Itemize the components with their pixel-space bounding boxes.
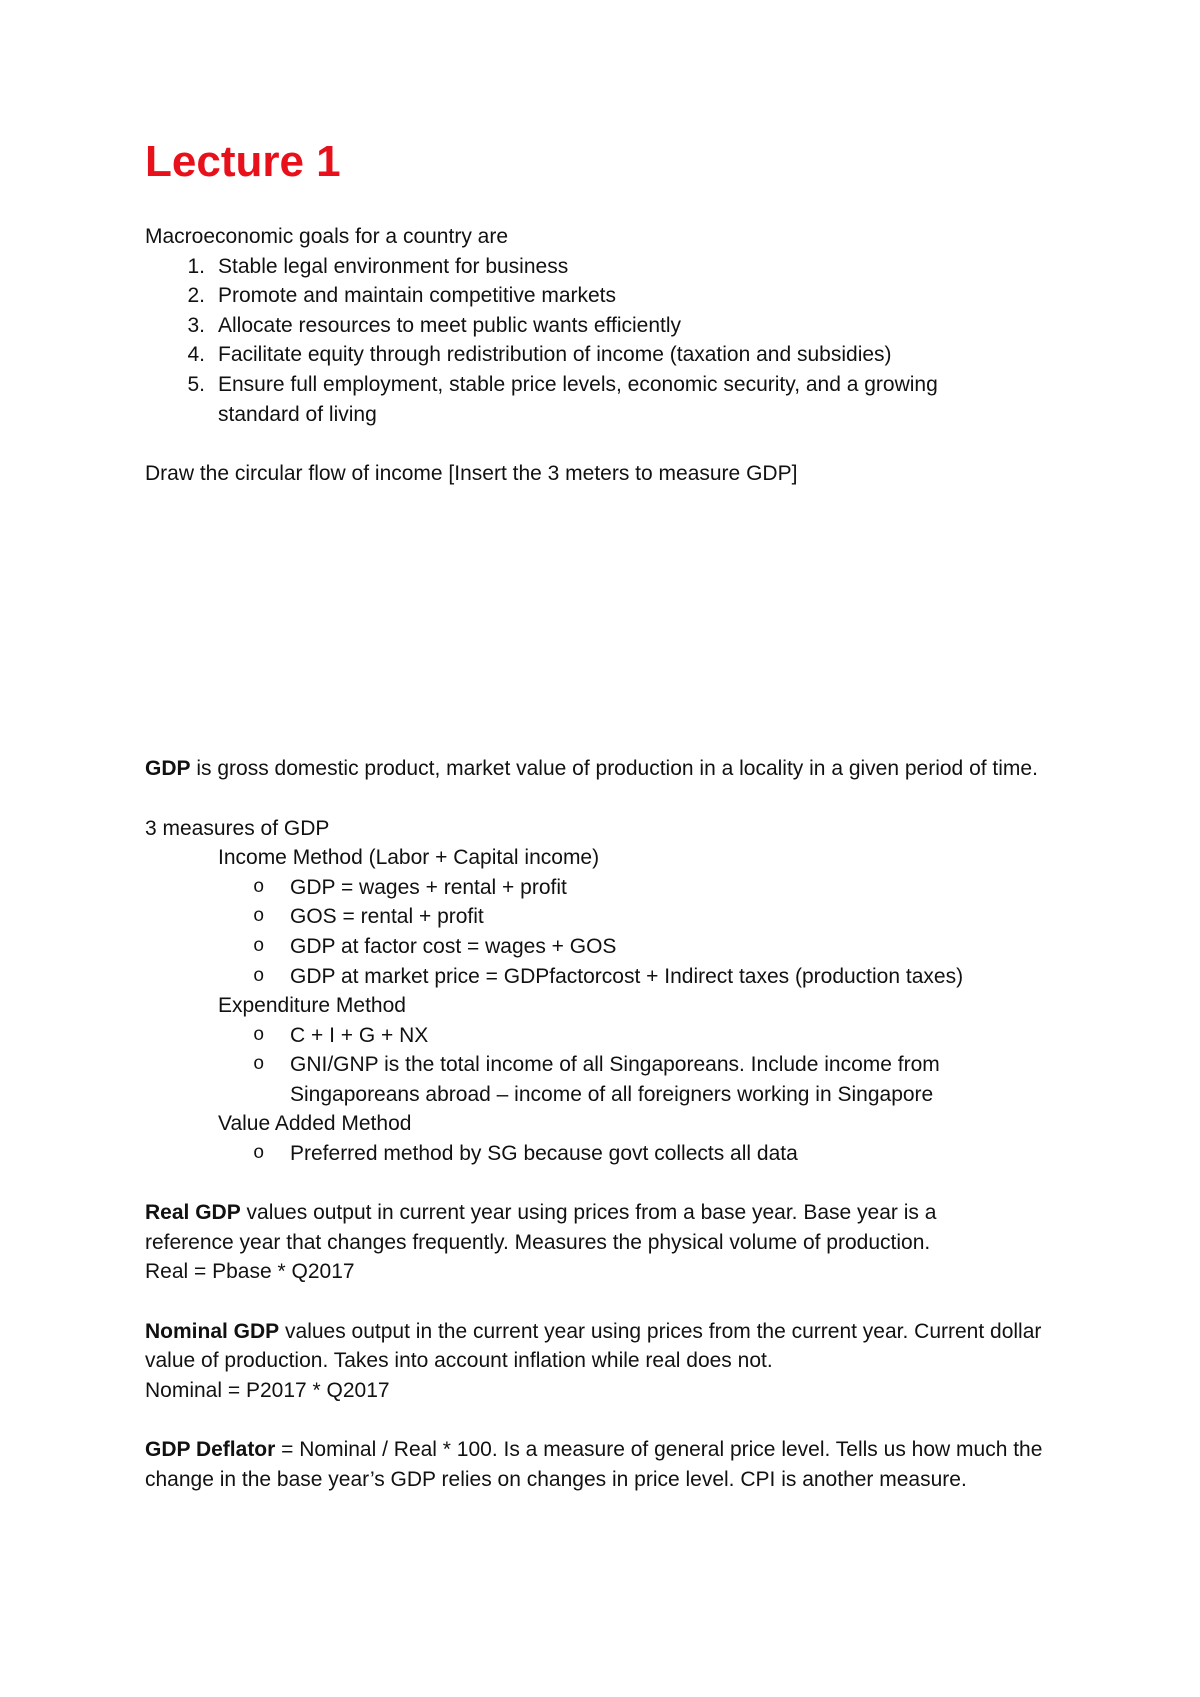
list-item: o GDP = wages + rental + profit xyxy=(145,873,1065,903)
gdp-deflator-term: GDP Deflator xyxy=(145,1438,276,1461)
goals-intro: Macroeconomic goals for a country are xyxy=(145,225,508,248)
nominal-gdp-definition: Nominal GDP values output in the current year using prices from the current year. Current dollar value of production. Takes into account inflation while real does not. xyxy=(145,1319,1042,1373)
bullet-icon: o xyxy=(253,964,265,987)
list-item: o GDP at market price = GDPfactorcost + Indirect taxes (production taxes) xyxy=(145,962,1065,992)
expenditure-method-list xyxy=(145,1021,1065,1110)
real-gdp-definition: Real GDP values output in current year using prices from a base year. Base year is a reference year that changes frequently. Measures the physical volume of production. xyxy=(145,1201,937,1254)
nominal-gdp-term: Nominal GDP xyxy=(145,1319,280,1343)
expenditure-method-label: Expenditure Method xyxy=(218,994,406,1018)
list-item: o GDP at factor cost = wages + GOS xyxy=(145,932,1065,962)
diagram-placeholder xyxy=(145,488,1065,754)
list-item: 4. Facilitate equity through redistribution of income (taxation and subsidies) xyxy=(187,343,892,367)
list-item: 1. Stable legal environment for business xyxy=(187,254,569,278)
bullet-icon: o xyxy=(253,1023,265,1046)
list-item: 2. Promote and maintain competitive markets xyxy=(187,284,617,308)
gdp-definition: GDP is gross domestic product, market value of production in a locality in a given period of time. xyxy=(145,757,1038,781)
real-gdp-term: Real GDP xyxy=(145,1201,241,1225)
gdp-term: GDP xyxy=(145,757,191,781)
list-item: o C + I + G + NX xyxy=(145,1021,1065,1051)
bullet-icon: o xyxy=(253,1053,265,1076)
real-gdp-formula: Real = Pbase * Q2017 xyxy=(145,1260,355,1284)
bullet-icon: o xyxy=(253,934,265,957)
bullet-icon: o xyxy=(253,1142,265,1165)
goals-list xyxy=(145,252,1065,430)
document-page xyxy=(145,137,1065,1494)
bullet-icon: o xyxy=(253,905,265,928)
list-item: 5. Ensure full employment, stable price levels, economic security, and a growing standard of living xyxy=(187,372,938,426)
page-title: Lecture 1 xyxy=(145,137,341,186)
value-added-method-label: Value Added Method xyxy=(218,1112,412,1136)
income-method-list xyxy=(145,873,1065,991)
nominal-gdp-formula: Nominal = P2017 * Q2017 xyxy=(145,1378,390,1402)
income-method-label: Income Method (Labor + Capital income) xyxy=(218,846,600,870)
bullet-icon: o xyxy=(253,875,265,898)
list-item: o GOS = rental + profit xyxy=(145,902,1065,932)
list-item: 3. Allocate resources to meet public wants efficiently xyxy=(187,313,682,337)
gdp-deflator-definition: GDP Deflator = Nominal / Real * 100. Is a measure of general price level. Tells us how much the change in the base year’s GDP relies on changes in price level. CPI is another measure. xyxy=(145,1438,1043,1491)
list-item: o Preferred method by SG because govt collects all data xyxy=(145,1139,1065,1169)
list-item: o GNI/GNP is the total income of all Singaporeans. Include income from Singaporeans abroad – income of all foreigners working in Singapore xyxy=(145,1050,1065,1109)
value-added-method-list xyxy=(145,1139,1065,1169)
measures-heading: 3 measures of GDP xyxy=(145,816,330,840)
circular-flow-prompt: Draw the circular flow of income [Insert the 3 meters to measure GDP] xyxy=(145,461,798,485)
